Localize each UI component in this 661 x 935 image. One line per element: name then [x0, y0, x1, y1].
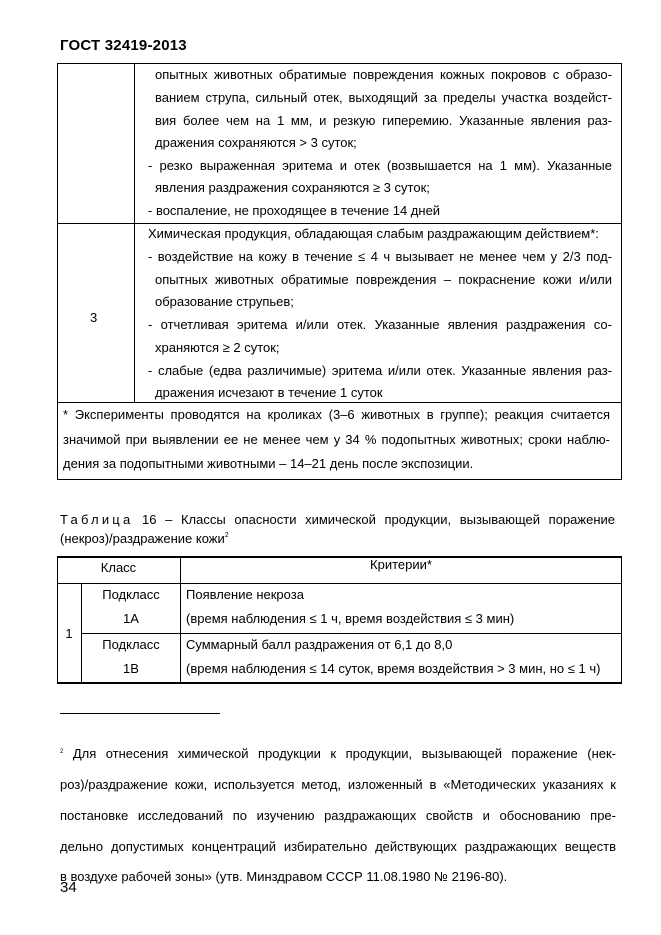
footnote-text: постановке исследований по изучению раздражающих свойств и обоснованию пре- [60, 808, 616, 823]
criteria-line: - воспаление, не проходящее в течение 14 дней [148, 203, 441, 218]
footnote-line [60, 746, 616, 761]
hazard-class-number: 3 [90, 310, 98, 325]
table-16-caption [60, 512, 615, 527]
criteria-line: Химическая продукция, обладающая слабым раздражающим действием*: [148, 226, 599, 241]
document-header: ГОСТ 32419-2013 [60, 37, 187, 54]
criteria-line: дражения исчезают в течение 1 суток [155, 385, 383, 400]
footnote-line [60, 777, 616, 792]
footnote-ref: 2 [224, 532, 229, 539]
criteria-line: опытных животных обратимые повреждения кожных покровов с образо- [155, 67, 612, 82]
footnote-divider [60, 713, 220, 714]
footnote-line [60, 839, 616, 854]
table-16 [57, 556, 622, 684]
criteria-line: образование струпьев; [155, 294, 294, 309]
page-number: 34 [60, 879, 77, 896]
criteria-line: явления раздражения сохраняются ≥ 3 суток; [155, 180, 430, 195]
criteria-line: - отчетливая эритема и/или отек. Указанные явления раздражения со- [148, 317, 612, 332]
caption-label: Таблица [60, 512, 134, 527]
subclass-code: 1А [123, 611, 139, 626]
table-16-caption-line2 [60, 531, 615, 546]
column-header-class: Класс [100, 560, 137, 575]
caption-number: 16 [142, 512, 157, 527]
hazard-criteria-table-continued [57, 63, 622, 480]
hazard-class-1: 1 [65, 626, 73, 641]
footnote-text: в воздухе рабочей зоны» (утв. Минздравом СССР 11.08.1980 № 2196-80). [60, 869, 508, 884]
subclass-criteria-detail: (время наблюдения ≤ 1 ч, время воздействия ≤ 3 мин) [186, 611, 515, 626]
table-footnote-line: дения за подопытными животными – 14–21 день после экспозиции. [63, 456, 474, 471]
criteria-line: вия более чем на 1 мм, и резкую гиперемию. Указанные явления раз- [155, 113, 612, 128]
footnote-line [60, 808, 616, 823]
column-header-criteria: Критерии* [370, 557, 432, 572]
criteria-line: - слабые (едва различимые) эритема и/или отек. Указанные явления раз- [148, 363, 612, 378]
caption-title-continued: (некроз)/раздражение кожи [60, 531, 225, 546]
criteria-line: - резко выраженная эритема и отек (возвышается на 1 мм). Указанные [148, 158, 612, 173]
criteria-line: храняются ≥ 2 суток; [155, 340, 280, 355]
subclass-criteria-detail: (время наблюдения ≤ 14 суток, время воздействия > 3 мин, но ≤ 1 ч) [186, 661, 601, 676]
footnote-text: дельно допустимых концентраций избирательно действующих раздражающих веществ [60, 839, 616, 854]
subclass-code: 1В [123, 661, 139, 676]
subclass-label: Подкласс [102, 637, 160, 652]
criteria-line: опытных животных обратимые повреждения – покраснение кожи и/или [155, 272, 612, 287]
criteria-line: ванием струпа, сильный отек, выходящий за пределы участка воздейст- [155, 90, 612, 105]
footnote-line [60, 869, 616, 884]
table-footnote-line: значимой при выявлении ее не менее чем у 34 % подопытных животных; сроки наблю- [63, 432, 610, 447]
subclass-criteria: Суммарный балл раздражения от 6,1 до 8,0 [186, 637, 453, 652]
footnote-marker: 2 [60, 749, 64, 755]
footnote-text: роз)/раздражение кожи, используется метод, изложенный в «Методических указаниях к [60, 777, 616, 792]
caption-title: – Классы опасности химической продукции, вызывающей поражение [165, 512, 615, 527]
footnote-text: Для отнесения химической продукции к продукции, вызывающей поражение (нек- [72, 746, 616, 761]
subclass-label: Подкласс [102, 587, 160, 602]
table-footnote-line: * Эксперименты проводятся на кроликах (3–6 животных в группе); реакция считается [63, 407, 610, 422]
criteria-line: дражения сохраняются > 3 суток; [155, 135, 357, 150]
criteria-line: - воздействие на кожу в течение ≤ 4 ч вызывает не менее чем у 2/3 под- [148, 249, 612, 264]
subclass-criteria: Появление некроза [186, 587, 304, 602]
